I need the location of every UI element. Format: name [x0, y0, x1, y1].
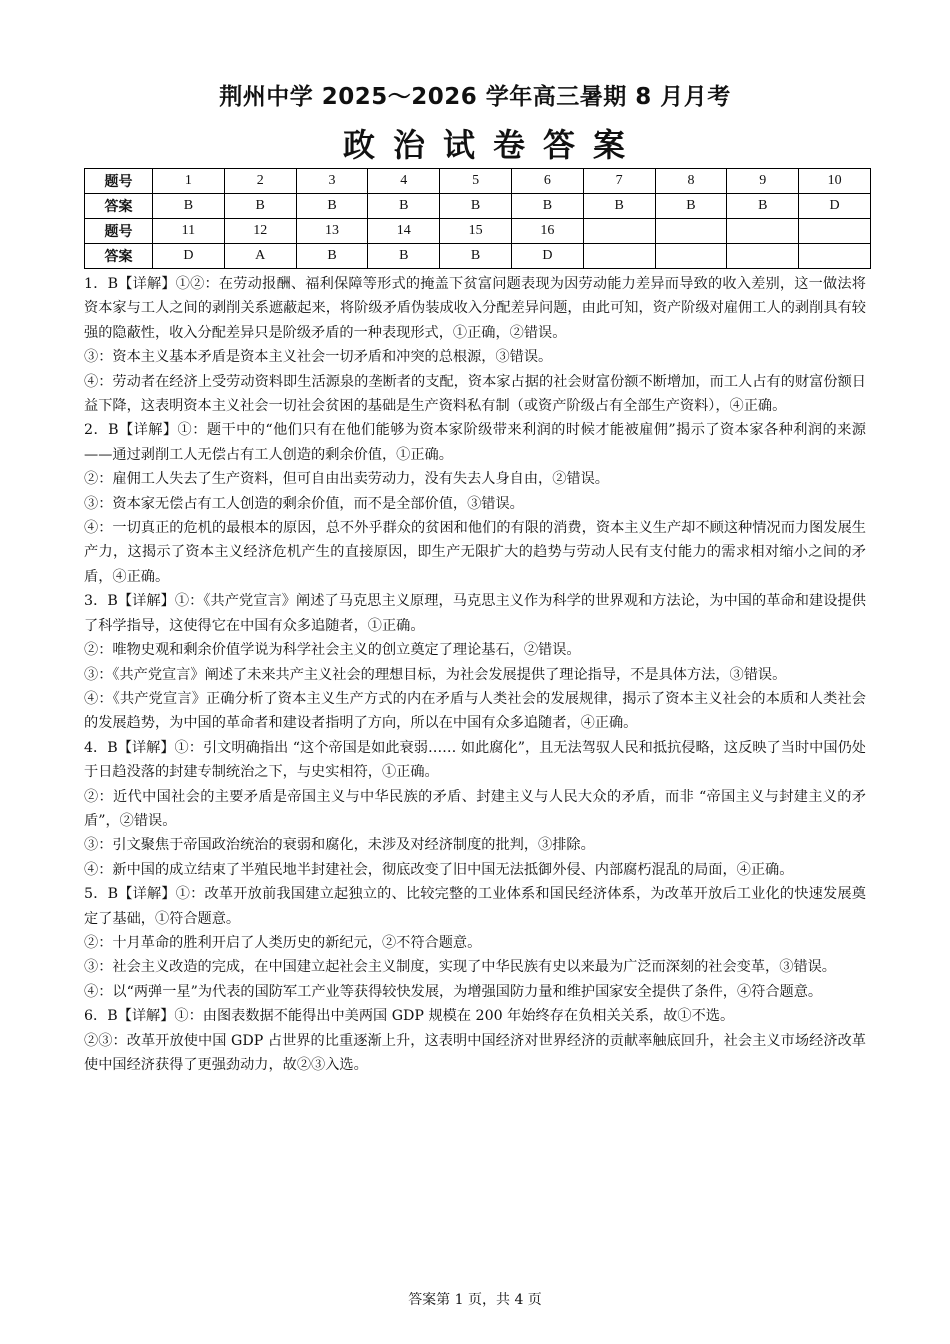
answer-cell — [655, 244, 727, 269]
exam-subtitle: 政治试卷答案 — [342, 126, 643, 164]
question-number-cell: 5 — [440, 169, 512, 194]
answer-cell: D — [799, 194, 871, 219]
explanations — [84, 272, 866, 1077]
explanation-paragraph: ②：近代中国社会的主要矛盾是帝国主义与中华民族的矛盾、封建主义与人民大众的矛盾，而非 “帝国主义与封建主义的矛盾”，②错误。 — [84, 788, 866, 829]
explanation-paragraph: 5．B【详解】①：改革开放前我国建立起独立的、比较完整的工业体系和国民经济体系，为改革开放后工业化的快速发展奠定了基础，①符合题意。 — [84, 886, 866, 927]
explanation-paragraph: ③：资本主义基本矛盾是资本主义社会一切矛盾和冲突的总根源，③错误。 — [84, 349, 553, 366]
question-number-cell — [727, 219, 799, 244]
answer-cell: A — [224, 244, 296, 269]
question-number-cell: 6 — [511, 169, 583, 194]
answer-cell: B — [153, 194, 225, 219]
answer-cell: B — [440, 194, 512, 219]
question-number-cell: 7 — [583, 169, 655, 194]
question-number-cell: 15 — [440, 219, 512, 244]
answer-cell: B — [655, 194, 727, 219]
explanation-paragraph: 1．B【详解】①②：在劳动报酬、福利保障等形式的掩盖下贫富问题表现为因劳动能力差异而导致的收入差别，这一做法将资本家与工人之间的剥削关系遮蔽起来，将阶级矛盾伪装成收入分配差异问题，由此可知，资产阶级对雇佣工人的剥削具有较强的隐蔽性，收入分配差异只是阶级矛盾的一种表现形式，①正确，②错误。 — [84, 276, 866, 341]
question-number-cell: 11 — [153, 219, 225, 244]
answer-row — [85, 244, 871, 269]
answer-cell: B — [368, 244, 440, 269]
answer-cell: B — [368, 194, 440, 219]
explanation-paragraph: ④：以“两弹一星”为代表的国防军工产业等获得较快发展，为增强国防力量和维护国家安全提供了条件，④符合题意。 — [84, 983, 823, 1000]
explanation-paragraph: ④：新中国的成立结束了半殖民地半封建社会，彻底改变了旧中国无法抵御外侵、内部腐朽混乱的局面，④正确。 — [84, 861, 794, 878]
question-number-cell: 12 — [224, 219, 296, 244]
answer-cell — [583, 244, 655, 269]
question-number-cell — [799, 219, 871, 244]
answer-cell: B — [440, 244, 512, 269]
answer-cell: D — [511, 244, 583, 269]
answer-table — [84, 168, 871, 269]
answer-cell: B — [224, 194, 296, 219]
explanation-paragraph: ④：《共产党宣言》正确分析了资本主义生产方式的内在矛盾与人类社会的发展规律，揭示了资本主义社会的本质和人类社会的发展趋势，为中国的革命者和建设者指明了方向，所以在中国有众多追随者，④正确。 — [84, 690, 866, 732]
explanation-paragraph: 6．B【详解】①：由图表数据不能得出中美两国 GDP 规模在 200 年始终存在负相关关系，故①不选。 — [84, 1008, 735, 1025]
answer-cell: D — [153, 244, 225, 269]
explanation-paragraph: ②③：改革开放使中国 GDP 占世界的比重逐渐上升，这表明中国经济对世界经济的贡献率触底回升，社会主义市场经济改革使中国经济获得了更强劲动力，故②③入选。 — [84, 1032, 866, 1073]
explanation-paragraph: ②：十月革命的胜利开启了人类历史的新纪元，②不符合题意。 — [84, 934, 482, 951]
explanation-paragraph: 3．B【详解】①：《共产党宣言》阐述了马克思主义原理，马克思主义作为科学的世界观和方法论，为中国的革命和建设提供了科学指导，这使得它在中国有众多追随者，①正确。 — [84, 593, 866, 634]
question-number-cell: 16 — [511, 219, 583, 244]
question-number-cell: 4 — [368, 169, 440, 194]
answer-cell: B — [296, 244, 368, 269]
row-label: 题号 — [85, 219, 153, 244]
exam-title: 荆州中学 2025～2026 学年高三暑期 8 月月考 — [219, 84, 731, 110]
question-number-cell — [583, 219, 655, 244]
explanation-paragraph: ④：一切真正的危机的最根本的原因，总不外乎群众的贫困和他们的有限的消费，资本主义生产却不顾这种情况而力图发展生产力，这揭示了资本主义经济危机产生的直接原因，即生产无限扩大的趋势与劳动人民有支付能力的需求相对缩小之间的矛盾，④正确。 — [84, 520, 866, 585]
question-number-cell: 1 — [153, 169, 225, 194]
explanation-paragraph: 4．B【详解】①：引文明确指出 “这个帝国是如此衰弱…… 如此腐化”，且无法驾驭人民和抵抗侵略，这反映了当时中国仍处于日趋没落的封建专制统治之下，与史实相符，①正确。 — [84, 739, 866, 781]
explanation-paragraph: ④：劳动者在经济上受劳动资料即生活源泉的垄断者的支配，资本家占据的社会财富份额不断增加，而工人占有的财富份额日益下降，这表明资本主义社会一切社会贫困的基础是生产资料私有制（或资产阶级占有全部生产资料），④正确。 — [84, 373, 866, 415]
answer-cell: B — [583, 194, 655, 219]
question-number-cell: 2 — [224, 169, 296, 194]
answer-row — [85, 194, 871, 219]
answer-cell — [799, 244, 871, 269]
question-number-cell: 14 — [368, 219, 440, 244]
explanation-paragraph: ③：引文聚焦于帝国政治统治的衰弱和腐化，未涉及对经济制度的批判，③排除。 — [84, 837, 595, 854]
answer-cell — [727, 244, 799, 269]
question-number-cell: 8 — [655, 169, 727, 194]
row-label: 题号 — [85, 169, 153, 194]
question-number-row — [85, 219, 871, 244]
page-footer: 答案第 1 页，共 4 页 — [408, 1292, 542, 1308]
question-number-cell: 9 — [727, 169, 799, 194]
answer-cell: B — [511, 194, 583, 219]
question-number-row — [85, 169, 871, 194]
explanation-paragraph: ③：《共产党宣言》阐述了未来共产主义社会的理想目标，为社会发展提供了理论指导，不是具体方法，③错误。 — [84, 666, 787, 683]
question-number-cell: 10 — [799, 169, 871, 194]
question-number-cell: 13 — [296, 219, 368, 244]
question-number-cell: 3 — [296, 169, 368, 194]
explanation-paragraph: ③：社会主义改造的完成，在中国建立起社会主义制度，实现了中华民族有史以来最为广泛而深刻的社会变革，③错误。 — [84, 959, 836, 976]
explanation-paragraph: 2．B【详解】①：题干中的“他们只有在他们能够为资本家阶级带来利润的时候才能被雇佣”揭示了资本家各种利润的来源——通过剥削工人无偿占有工人创造的剩余价值，①正确。 — [84, 422, 866, 463]
answer-cell: B — [296, 194, 368, 219]
explanation-paragraph: ②：雇佣工人失去了生产资料，但可自由出卖劳动力，没有失去人身自由，②错误。 — [84, 471, 609, 488]
row-label: 答案 — [85, 244, 153, 269]
question-number-cell — [655, 219, 727, 244]
explanation-paragraph: ②：唯物史观和剩余价值学说为科学社会主义的创立奠定了理论基石，②错误。 — [84, 642, 581, 659]
explanation-paragraph: ③：资本家无偿占有工人创造的剩余价值，而不是全部价值，③错误。 — [84, 495, 524, 512]
answer-cell: B — [727, 194, 799, 219]
row-label: 答案 — [85, 194, 153, 219]
